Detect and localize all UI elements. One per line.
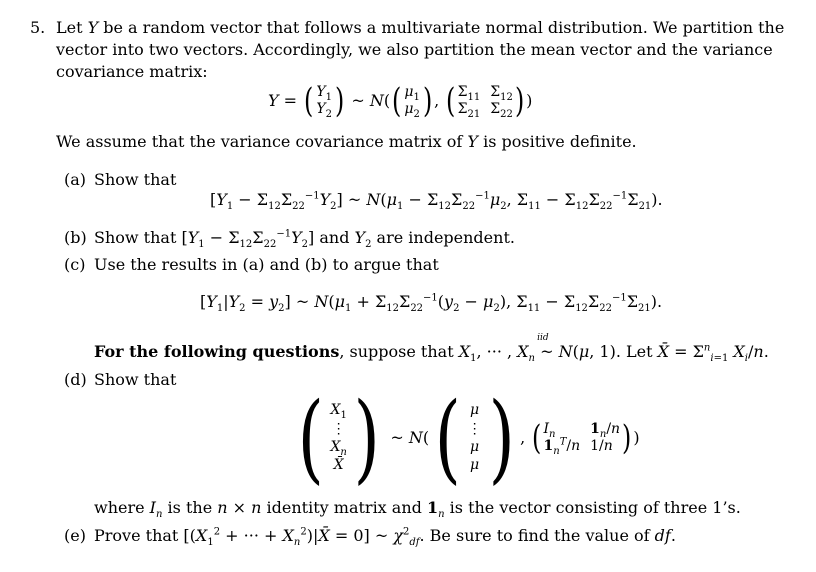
part-a-text: Show that: [94, 170, 177, 189]
part-a-label: (a): [64, 170, 87, 189]
following-bold: For the following questions: [94, 342, 340, 361]
part-e-text: Prove that [($X_1^2$ + ··· + $X_n^2)|X̄ = 0$] ~ $\chi^2_{df}$. Be sure to find the value of df.: [94, 526, 676, 549]
part-d-label: (d): [64, 370, 87, 389]
part-b-text: Show that $[Y_1 - \Sigma_{12}\Sigma_{22}^{-1}Y_2]$ and $Y_2$ are independent.: [94, 228, 515, 251]
part-c-label: (c): [64, 255, 86, 274]
part-a-formula: $[Y_1 - \Sigma_{12}\Sigma_{22}^{-1}Y_2]$ ~ $N(\mu_1 - \Sigma_{12}\Sigma_{22}^{-1}\mu_2$, $\Sigma_{11} - \Sigma_{12}\Sigma_{22}^{-1}\Sigma_{21}$).: [210, 190, 663, 213]
intro-line-2: vector into two vectors. Accordingly, we also partition the mean vector and the variance: [56, 40, 773, 59]
part-c-formula: $[Y_1|Y_2 = y_2]$ ~ $N(\mu_1 + \Sigma_{12}\Sigma_{22}^{-1}(y_2 - \mu_2)$, $\Sigma_{11} - \Sigma_{12}\Sigma_{22}^{-1}\Sigma_{21}$).: [200, 292, 663, 315]
part-b-label: (b): [64, 228, 87, 247]
partition-formula: Y = ( $Y_1$ $Y_2$ ) ~ N ( ( $\mu_1$ $\mu_2$ ) , ( $\Sigma_{11}$ $\Sigma_{12}$ $\Sigma_{21}$ $\Sigma_{22}$ ) ): [268, 81, 533, 121]
intro-line-1: Let Y be a random vector that follows a multivariate normal distribution. We partition the: [56, 18, 785, 37]
part-d-formula: ( $X_1$ ⋮ $X_n$ X̄ ) ~ N ( ( μ ⋮ μ μ ) , ( $I_n$ $1_n/n$ $1_n^T/n$ 1/n ) ): [297, 382, 640, 494]
part-e-label: (e): [64, 526, 86, 545]
part-c-text: Use the results in (a) and (b) to argue that: [94, 255, 439, 274]
following-questions-text: For the following questions, suppose that $X_1$, ··· , $X_n$ ~ iid N(μ, 1). Let X̄ = $\Sigma^n_{i=1}$ $X_i/n$.: [94, 333, 769, 365]
assumption-text: We assume that the variance covariance matrix of Y is positive definite.: [56, 132, 637, 151]
part-d-where: where $I_n$ is the n × n identity matrix and $1_n$ is the vector consisting of three 1’s.: [94, 498, 741, 521]
intro-line-3: covariance matrix:: [56, 62, 208, 81]
part-d-text: Show that: [94, 370, 177, 389]
problem-number: 5.: [30, 18, 46, 37]
